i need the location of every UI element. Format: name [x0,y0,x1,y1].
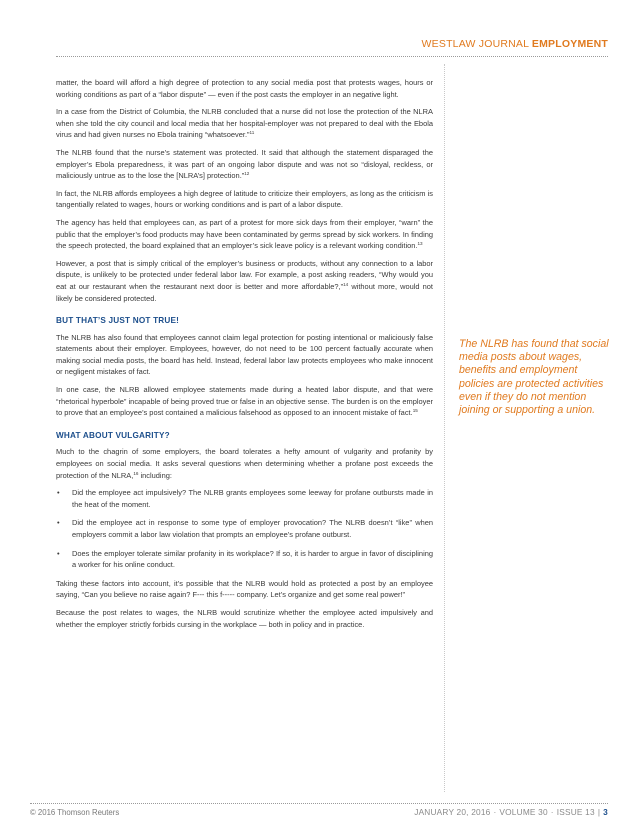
journal-section: EMPLOYMENT [531,38,608,50]
separator: · [493,807,497,817]
bullet-icon: • [57,488,60,498]
bullet-icon: • [57,518,60,528]
paragraph: The NLRB has also found that employees cannot claim legal protection for posting intentional or maliciously false statements about their employer. Employees, however, do not need to be 100 percent factually accurate when making social media posts, the board has held. Instead, federal labor law protects employees who make innocent or negligent mistakes of fact. [56,332,433,377]
page-info [414,807,608,817]
paragraph: The NLRB found that the nurse’s statement was protected. It said that although the statement disparaged the employer’s Ebola preparedness, it was part of an ongoing labor dispute and was not so “disloyal, reckless, or maliciously untrue as to the lose the [NLRA’s] protection.”$^{12}$ [56,147,433,181]
column-divider [444,64,445,792]
footnote-ref: 12 [244,171,250,177]
pull-quote: The NLRB has found that social media posts about wages, benefits and employment policies are protected activities even if they do not mention joining or supporting a union. [459,338,609,417]
paragraph: In fact, the NLRB affords employees a high degree of latitude to criticize their employers, as long as the criticism is tangentially related to wages, hours or working conditions and is part of a labor dispute. [56,188,433,210]
list-item: • Does the employer tolerate similar profanity in its workplace? If so, it is harder to argue in favor of disciplining a worker for his online conduct. [57,548,433,570]
page-number: 3 [603,807,608,817]
bullet-icon: • [57,548,60,558]
footnote-ref: 11 [249,130,255,136]
footnote-ref: 13 [417,241,423,247]
footnote-ref: 14 [343,281,349,287]
section-heading: BUT THAT’S JUST NOT TRUE! [56,316,180,326]
paragraph: However, a post that is simply critical of the employer’s business or products, without any connection to a labor dispute, is unlikely to be protected under federal labor law. For example, a post asking readers, “Why would you eat at our restaurant when the restaurant next door is better and more affordable?,”$^{14}$ without more, would not likely be considered protected. [56,258,433,303]
volume: VOLUME 30 [499,807,548,817]
running-header [422,38,608,50]
paragraph: Much to the chagrin of some employers, the board tolerates a hefty amount of vulgarity and profanity by employees on social media. It asks several questions when determining whether a profane post exceeds the protection of the NLRA,$^{16}$ including: [56,447,433,480]
paragraph: Taking these factors into account, it’s possible that the NLRB would hold as protected a post by an employee saying, “Can you believe no raise again? F--- this f----- company. Let’s organize and get some real power!” [56,578,433,600]
separator: · [550,807,554,817]
paragraph: matter, the board will afford a high degree of protection to any social media post that protests wages, hours or working conditions as part of a “labor dispute” — even if the post casts the employer in an negative light. [56,78,433,99]
paragraph: In one case, the NLRB allowed employee statements made during a heated labor dispute, and that were “rhetorical hyperbole” incapable of being proved true or false in an objective sense. The burden is on the employer to prove that an employee’s post contained a malicious falsehood as opposed to an innocent mistake of fact.$^{15}$ [56,385,433,418]
list-item: • Did the employee act impulsively? The NLRB grants employees some leeway for profane outbursts made in the heat of the moment. [57,488,433,509]
footnote-ref: 15 [412,408,418,414]
footer-divider [30,803,608,804]
paragraph: Because the post relates to wages, the NLRB would scrutinize whether the employee acted impulsively and whether the employer strictly forbids cursing in the workplace — both in policy and in practice. [56,607,433,629]
separator: | [597,807,601,817]
factor-list [56,487,433,571]
journal-name: WESTLAW JOURNAL [421,38,529,50]
issue: ISSUE 13 [556,807,595,817]
copyright: © 2016 Thomson Reuters [30,808,120,817]
header-divider [56,56,608,57]
issue-date: JANUARY 20, 2016 [414,807,491,817]
article-body [56,77,433,636]
paragraph: The agency has held that employees can, as part of a protest for more sick days from their employer, “warn” the public that the employer’s food products may have been contaminated by germs spread by sick workers. In finding the speech protected, the board explained that an employer’s sick leave policy is a relevant working condition.$^{13}$ [56,217,433,251]
paragraph: In a case from the District of Columbia, the NLRB concluded that a nurse did not lose the protection of the NLRA when she told the city council and local media that her hospital-employer was not prepared to deal with the Ebola virus and had given nurses no Ebola training “whatsoever.”$^{11}$ [56,107,433,140]
list-item: • Did the employee act in response to some type of employer provocation? The NLRB doesn’t “like” when employers commit a labor law violation that prompts an employee’s profane outburst. [57,518,433,539]
section-heading: WHAT ABOUT VULGARITY? [56,430,170,440]
footnote-ref: 16 [133,470,139,476]
